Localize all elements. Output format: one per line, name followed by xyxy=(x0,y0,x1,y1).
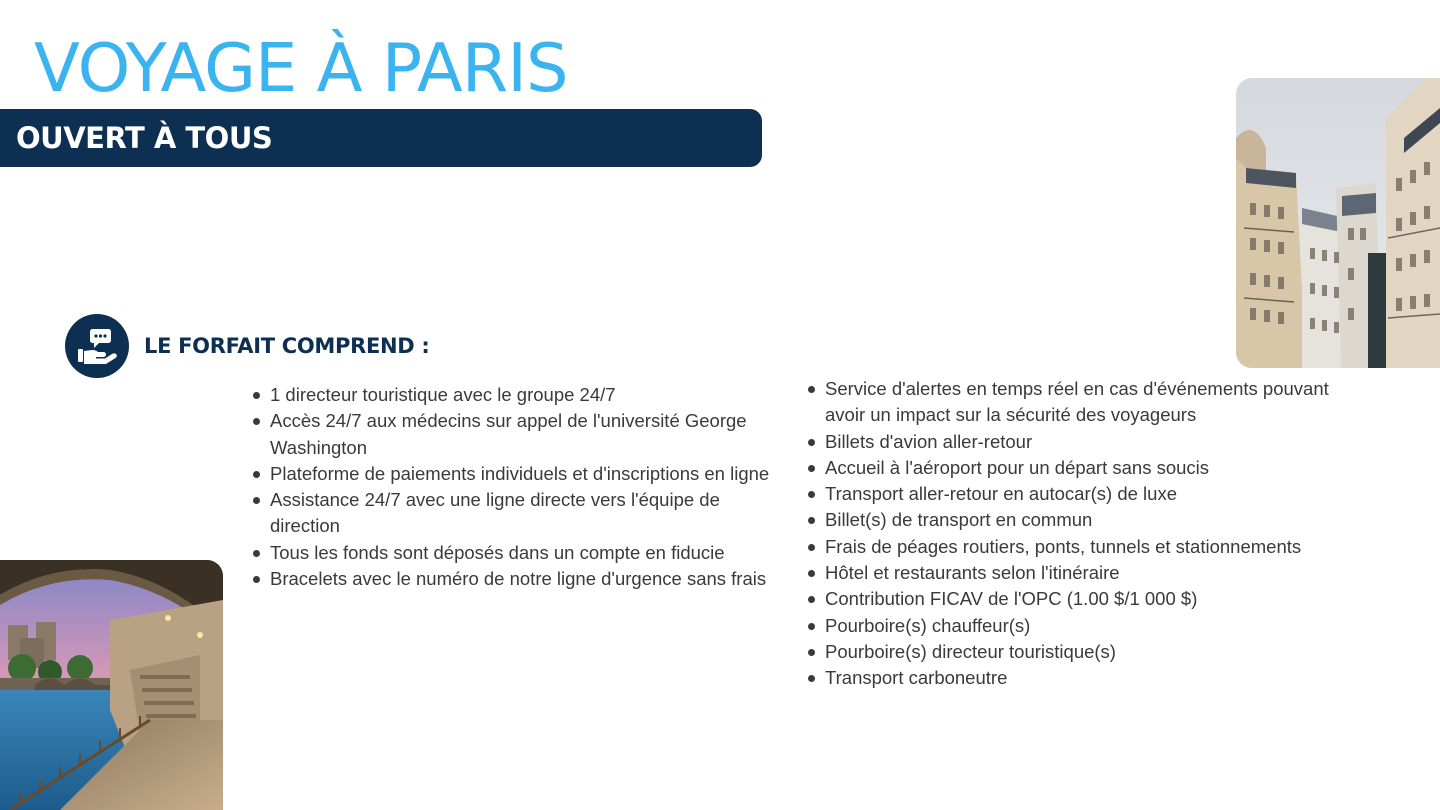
page-title: VOYAGE À PARIS xyxy=(34,29,568,107)
list-item: Transport carboneutre xyxy=(807,665,1367,691)
hand-with-chat-bubble-icon xyxy=(65,314,129,378)
included-list-right xyxy=(807,376,1367,692)
banner xyxy=(0,109,762,167)
list-item: Service d'alertes en temps réel en cas d'événements pouvant avoir un impact sur la sécurité des voyageurs xyxy=(807,376,1367,429)
list-item: 1 directeur touristique avec le groupe 24/7 xyxy=(252,382,787,408)
list-item: Plateforme de paiements individuels et d'inscriptions en ligne xyxy=(252,461,787,487)
list-item: Tous les fonds sont déposés dans un compte en fiducie xyxy=(252,540,787,566)
section-heading: LE FORFAIT COMPREND : xyxy=(144,334,430,358)
list-item: Billet(s) de transport en commun xyxy=(807,507,1367,533)
list-item: Hôtel et restaurants selon l'itinéraire xyxy=(807,560,1367,586)
list-item: Assistance 24/7 avec une ligne directe vers l'équipe de direction xyxy=(252,487,787,540)
list-item: Accueil à l'aéroport pour un départ sans soucis xyxy=(807,455,1367,481)
banner-label: OUVERT À TOUS xyxy=(16,121,273,155)
list-item: Contribution FICAV de l'OPC (1.00 $/1 000 $) xyxy=(807,586,1367,612)
list-item: Accès 24/7 aux médecins sur appel de l'université George Washington xyxy=(252,408,787,461)
list-item: Transport aller-retour en autocar(s) de luxe xyxy=(807,481,1367,507)
list-item: Pourboire(s) chauffeur(s) xyxy=(807,613,1367,639)
notre-dame-seine-photo xyxy=(0,560,223,810)
list-item: Bracelets avec le numéro de notre ligne d'urgence sans frais xyxy=(252,566,787,592)
included-list-left xyxy=(252,382,787,592)
list-item: Frais de péages routiers, ponts, tunnels et stationnements xyxy=(807,534,1367,560)
list-item: Billets d'avion aller-retour xyxy=(807,429,1367,455)
list-item: Pourboire(s) directeur touristique(s) xyxy=(807,639,1367,665)
paris-street-photo xyxy=(1236,78,1440,368)
